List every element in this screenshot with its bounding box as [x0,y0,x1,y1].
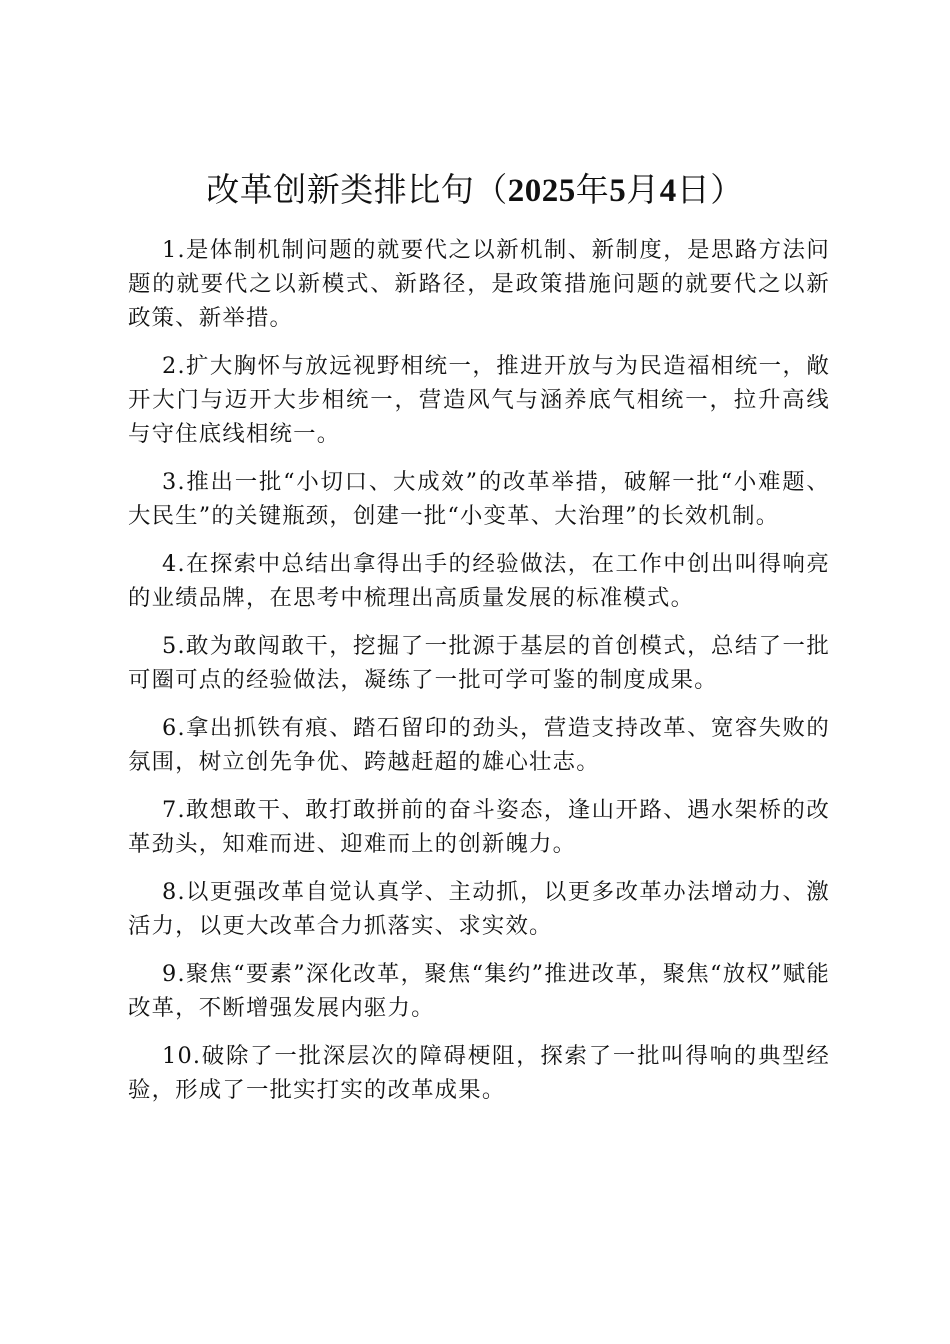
paragraph-3: 3.推出一批“小切口、大成效”的改革举措，破解一批“小难题、大民生”的关键瓶颈，创建一批“小变革、大治理”的长效机制。 [128,469,830,529]
paragraph-7: 7.敢想敢干、敢打敢拼前的奋斗姿态，逢山开路、遇水架桥的改革劲头，知难而进、迎难而上的创新魄力。 [128,797,830,857]
document-body [128,233,830,1121]
paragraph-6: 6.拿出抓铁有痕、踏石留印的劲头，营造支持改革、宽容失败的氛围，树立创先争优、跨越赶超的雄心壮志。 [128,715,830,775]
title-month: 5 [609,173,627,209]
title-prefix: 改革创新类排比句（ [206,170,508,209]
paragraph-10: 10.破除了一批深层次的障碍梗阻，探索了一批叫得响的典型经验，形成了一批实打实的改革成果。 [128,1043,830,1103]
title-year: 2025 [507,173,576,209]
paragraph-5: 5.敢为敢闯敢干，挖掘了一批源于基层的首创模式，总结了一批可圈可点的经验做法，凝练了一批可学可鉴的制度成果。 [128,633,830,693]
paragraph-1: 1.是体制机制问题的就要代之以新机制、新制度，是思路方法问题的就要代之以新模式、新路径，是政策措施问题的就要代之以新政策、新举措。 [128,237,830,331]
paragraph-2: 2.扩大胸怀与放远视野相统一，推进开放与为民造福相统一，敞开大门与迈开大步相统一，营造风气与涵养底气相统一，拉升高线与守住底线相统一。 [128,353,830,447]
title-month-unit: 月 [626,170,660,209]
paragraph-4: 4.在探索中总结出拿得出手的经验做法，在工作中创出叫得响亮的业绩品牌，在思考中梳理出高质量发展的标准模式。 [128,551,830,611]
title-year-unit: 年 [575,170,610,209]
title-day: 4 [659,173,677,209]
paragraph-8: 8.以更强改革自觉认真学、主动抓，以更多改革办法增动力、激活力，以更大改革合力抓落实、求实效。 [128,879,830,939]
document-title [0,166,950,215]
title-suffix: 日） [676,170,744,209]
paragraph-9: 9.聚焦“要素”深化改革，聚焦“集约”推进改革，聚焦“放权”赋能改革，不断增强发展内驱力。 [128,961,830,1021]
